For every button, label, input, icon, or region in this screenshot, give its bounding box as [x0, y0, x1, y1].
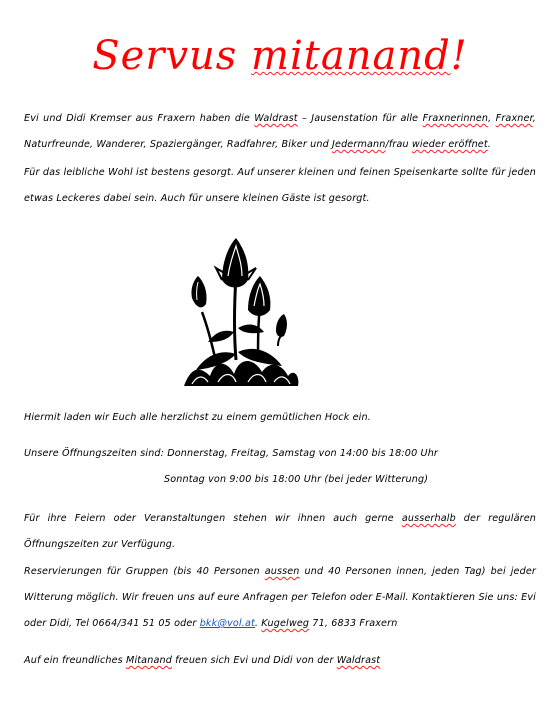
gentian-flower-illustration: [178, 236, 304, 396]
groups-text: und 40 Personen innen, jeden Tag) bei jeder Witterung möglich. Wir freuen uns auf eure Anfragen per Telefon oder E-Mail. Kontaktieren Sie uns: Evi oder Didi, Tel 0664/341 51 05 oder: [24, 566, 536, 629]
events-text: Für ihre Feiern oder Veranstaltungen stehen wir ihnen auch gerne: [24, 513, 402, 524]
closing-paragraph: [24, 648, 536, 674]
email-link[interactable]: bkk@vol.at: [199, 618, 255, 629]
groups-word: aussen: [264, 566, 300, 577]
closing-text: Auf ein freundliches: [24, 655, 127, 666]
events-text: der regulären Öffnungszeiten zur Verfügung.: [24, 513, 536, 550]
intro-text: /frau: [385, 139, 412, 150]
groups-paragraph: [24, 559, 536, 637]
intro-word: wieder eröffnet: [411, 139, 488, 150]
intro-text: , Naturfreunde, Wanderer, Spaziergänger, Radfahrer, Biker und: [24, 113, 536, 150]
hours-line-2: Sonntag von 9:00 bis 18:00 Uhr (bei jeder Witterung): [164, 474, 429, 485]
closing-text: freuen sich Evi und Didi von der: [171, 655, 337, 666]
intro-word: Fraxner: [495, 113, 533, 124]
intro-paragraph: [24, 106, 536, 158]
closing-word: Mitanand: [126, 655, 172, 666]
events-word: ausserhalb: [401, 513, 456, 524]
intro-text: Evi und Didi Kremser aus Fraxern haben die: [24, 113, 255, 124]
intro-word: Jedermann: [332, 139, 386, 150]
intro-text: ,: [488, 113, 496, 124]
intro-word: Waldrast: [254, 113, 298, 124]
title-suffix: !: [450, 33, 468, 79]
closing-word: Waldrast: [336, 655, 381, 666]
intro-text: .: [487, 139, 491, 150]
page-title: [0, 30, 560, 82]
title-word: mitanand: [251, 33, 451, 79]
intro-text: – Jausenstation für alle: [297, 113, 423, 124]
title-prefix: Servus: [92, 33, 252, 79]
groups-text: 71, 6833 Fraxern: [309, 618, 398, 629]
events-paragraph: [24, 506, 536, 558]
groups-word: Kugelweg: [261, 618, 310, 629]
groups-text: .: [254, 618, 262, 629]
intro-word: Fraxnerinnen: [422, 113, 489, 124]
invite-paragraph: Hiermit laden wir Euch alle herzlichst zu einem gemütlichen Hock ein.: [24, 412, 371, 423]
groups-text: Reservierungen für Gruppen (bis 40 Personen: [24, 566, 265, 577]
food-paragraph: Für das leibliche Wohl ist bestens gesorgt. Auf unserer kleinen und feinen Speisenkarte sollte für jeden etwas Leckeres dabei sein. Auch für unsere kleinen Gäste ist gesorgt.: [24, 167, 536, 204]
hours-line-1: Unsere Öffnungszeiten sind: Donnerstag, Freitag, Samstag von 14:00 bis 18:00 Uhr: [24, 448, 439, 459]
